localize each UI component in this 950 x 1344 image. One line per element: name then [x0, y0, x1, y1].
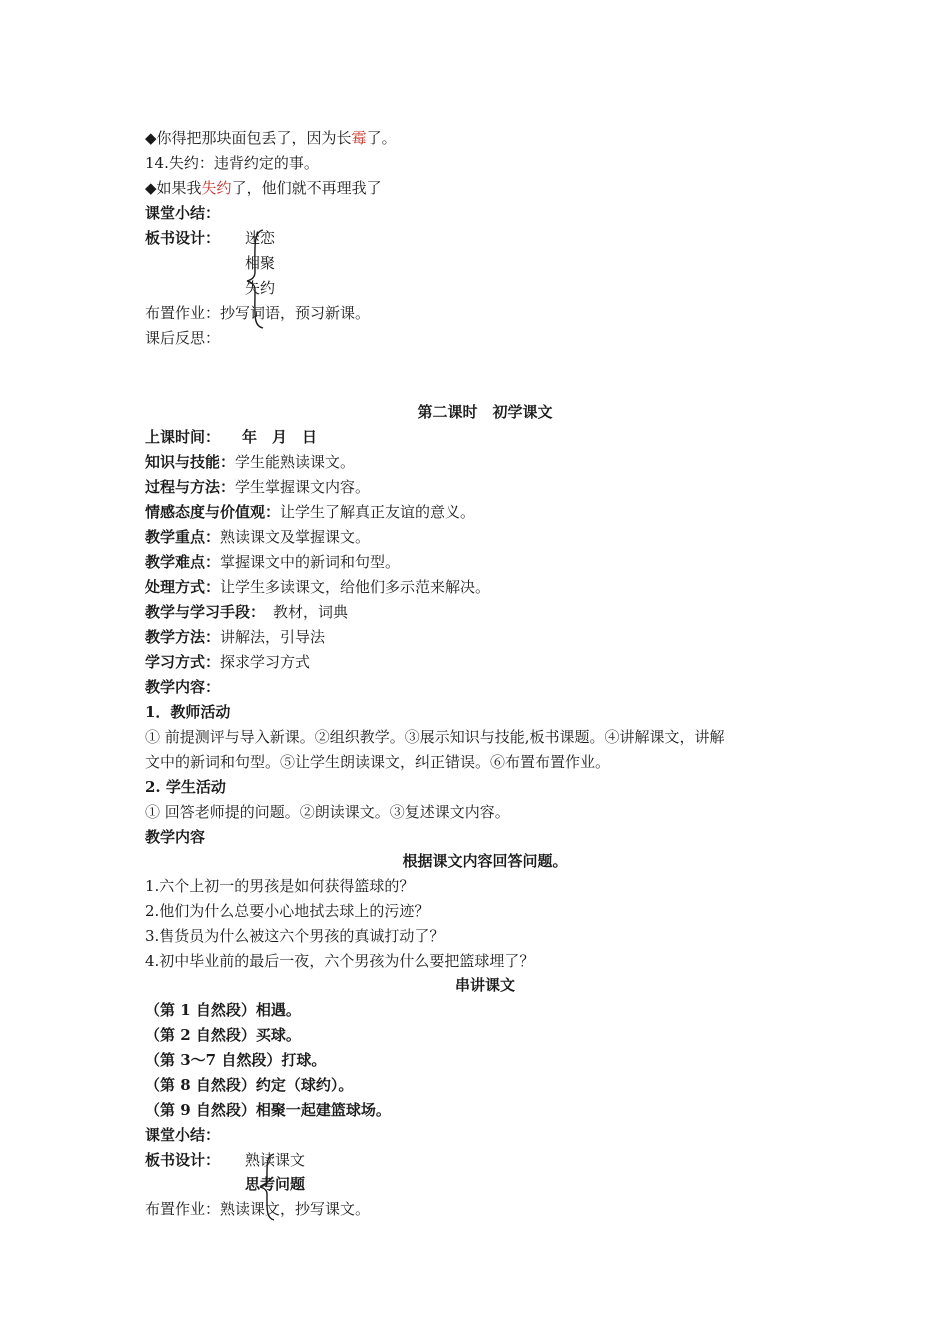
- field-label: 过程与方法：: [145, 478, 236, 496]
- board-word: 相聚: [245, 254, 276, 272]
- highlight-word: 霉: [351, 129, 367, 147]
- homework-2: 布置作业：熟读课文，抄写课文。: [145, 1200, 371, 1218]
- content-label: 教学内容：: [145, 678, 221, 696]
- lesson2-title: 第二课时 初学课文: [417, 403, 553, 421]
- paragraph-item: （第 1 自然段）相遇。: [145, 1001, 301, 1019]
- process-row: [145, 476, 370, 498]
- field-label: 上课时间：: [145, 428, 221, 446]
- knowledge-row: [145, 451, 355, 473]
- method-row: [145, 626, 325, 648]
- teacher-activities: ① 前提测评与导入新课。②组织教学。③展示知识与技能,板书课题。④讲解课文，讲解: [145, 728, 725, 746]
- paragraph-item: （第 2 自然段）买球。: [145, 1026, 301, 1044]
- vocab-item-14: 14.失约：违背约定的事。: [145, 154, 319, 172]
- paragraph-item: （第 9 自然段）相聚一起建篮球场。: [145, 1101, 391, 1119]
- board-label-1: 板书设计：: [145, 229, 221, 247]
- field-label: 情感态度与价值观：: [145, 503, 281, 521]
- field-label: 学习方式：: [145, 653, 221, 671]
- handling-row: [145, 576, 490, 598]
- example-sentence-mold: [145, 127, 397, 149]
- class-time-row: [145, 426, 317, 448]
- student-activities: ① 回答老师提的问题。②朗读课文。③复述课文内容。: [145, 803, 510, 821]
- teacher-heading: 1．教师活动: [145, 703, 231, 721]
- highlight-word: 失约: [201, 179, 232, 197]
- emotion-row: [145, 501, 475, 523]
- question-item: 4.初中毕业前的最后一夜，六个男孩为什么要把篮球埋了？: [145, 952, 535, 970]
- questions-title: 根据课文内容回答问题。: [402, 852, 568, 870]
- field-value: 让学生多读课文，给他们多示范来解决。: [220, 578, 491, 596]
- serial-title: 串讲课文: [454, 976, 515, 994]
- field-value: 讲解法，引导法: [220, 628, 326, 646]
- example-text: 了。: [366, 129, 397, 147]
- field-label: 教学重点：: [145, 528, 221, 546]
- means-row: [145, 601, 348, 623]
- field-label: 教学难点：: [145, 553, 221, 571]
- question-item: 3.售货员为什么被这六个男孩的真诚打动了？: [145, 927, 445, 945]
- example-text: ◆如果我: [145, 179, 202, 197]
- example-text: 了，他们就不再理我了: [231, 179, 382, 197]
- field-value: 熟读课文及掌握课文。: [220, 528, 371, 546]
- field-value: 教材，词典: [273, 603, 349, 621]
- field-label: 处理方式：: [145, 578, 221, 596]
- homework-1: 布置作业：抄写词语，预习新课。: [145, 304, 371, 322]
- learning-row: [145, 651, 310, 673]
- board-word: 思考问题: [245, 1175, 306, 1193]
- board-word: 失约: [245, 279, 276, 297]
- paragraph-item: （第 8 自然段）约定（球约）。: [145, 1076, 354, 1094]
- field-label: 教学方法：: [145, 628, 221, 646]
- question-item: 1.六个上初一的男孩是如何获得篮球的？: [145, 877, 415, 895]
- field-value: 掌握课文中的新词和句型。: [220, 553, 401, 571]
- board-label-2: 板书设计：: [145, 1151, 221, 1169]
- paragraph-item: （第 3～7 自然段）打球。: [145, 1051, 327, 1069]
- field-value: 学生掌握课文内容。: [235, 478, 371, 496]
- field-value: 让学生了解真正友谊的意义。: [280, 503, 476, 521]
- reflection-label: 课后反思：: [145, 329, 221, 347]
- content-heading: 教学内容: [145, 828, 206, 846]
- summary-label-1: 课堂小结：: [145, 204, 221, 222]
- student-heading: 2. 学生活动: [145, 778, 226, 796]
- example-text: ◆你得把那块面包丢了，因为长: [145, 129, 352, 147]
- field-value: 探求学习方式: [220, 653, 311, 671]
- summary-label-2: 课堂小结：: [145, 1126, 221, 1144]
- key-point-row: [145, 526, 370, 548]
- example-sentence-shiyue: [145, 177, 382, 199]
- field-value: 年 月 日: [242, 428, 318, 446]
- teacher-activities-cont: 文中的新词和句型。⑤让学生朗读课文，纠正错误。⑥布置布置作业。: [145, 753, 611, 771]
- board-word: 迷恋: [245, 229, 276, 247]
- board-word: 熟读课文: [245, 1151, 306, 1169]
- question-item: 2.他们为什么总要小心地拭去球上的污迹？: [145, 902, 430, 920]
- difficulty-row: [145, 551, 400, 573]
- field-label: 知识与技能：: [145, 453, 236, 471]
- field-value: 学生能熟读课文。: [235, 453, 356, 471]
- field-label: 教学与学习手段：: [145, 603, 266, 621]
